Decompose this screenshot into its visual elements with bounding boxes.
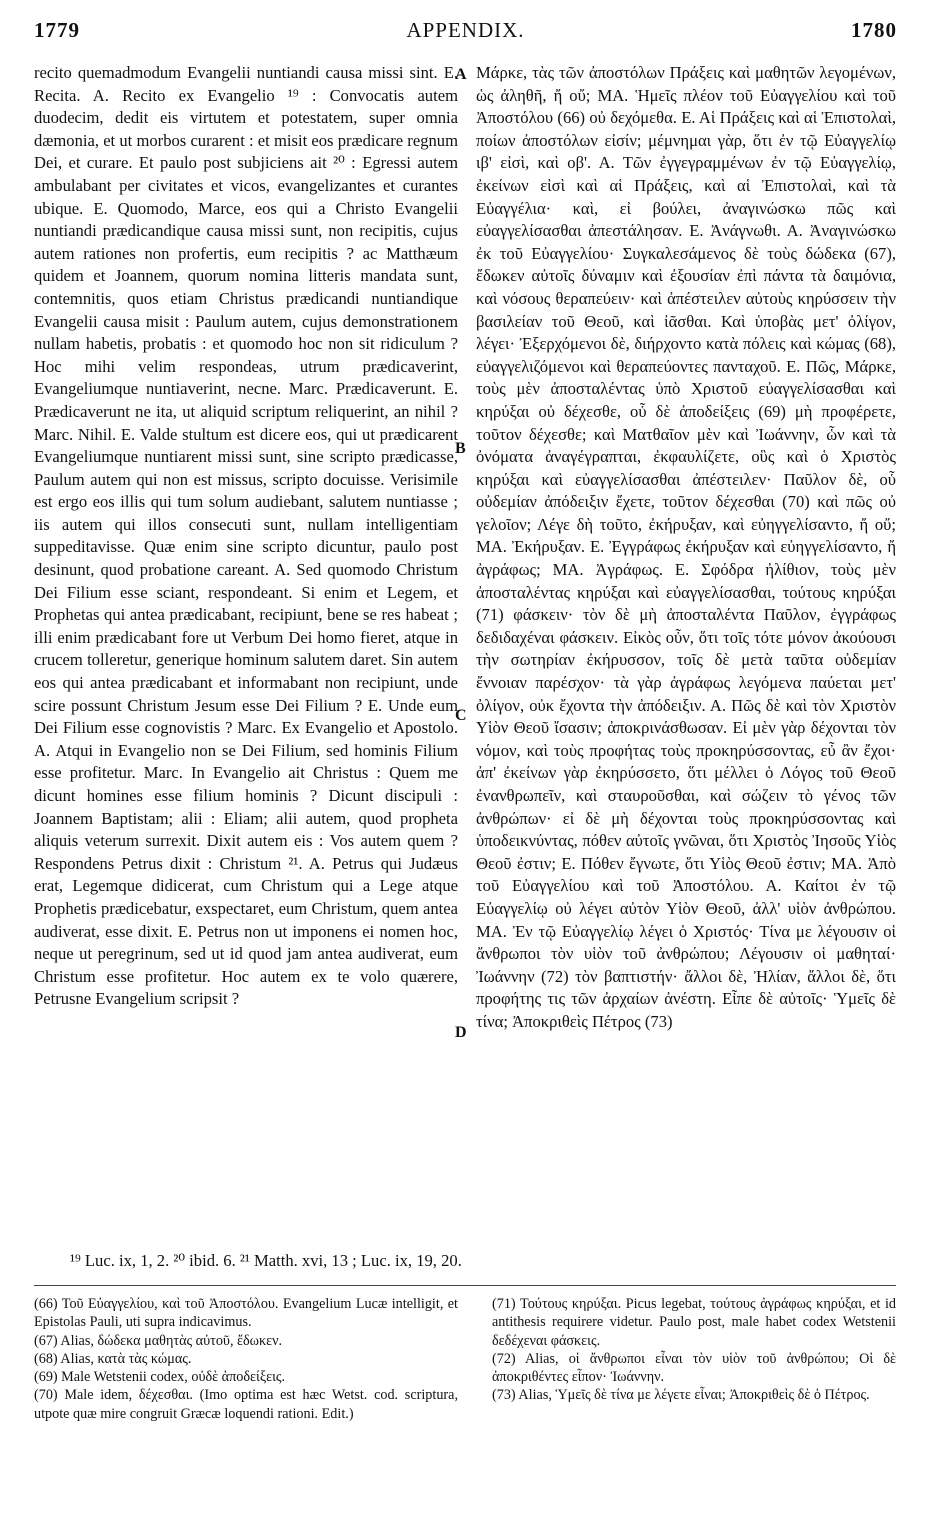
footnotes-left <box>34 1295 458 1423</box>
footnote: (72) Alias, οἱ ἄνθρωποι εἶναι τὸν υἱὸν τοῦ ἀνθρώπου; Οἱ δὲ ἀποκριθέντες εἶπον· Ἰωάννην. <box>492 1350 896 1386</box>
latin-text: recito quemadmodum Evangelii nuntiandi causa missi sint. E. Recita. A. Recito ex Evangelio ¹⁹ : Convocatis autem duodecim, dedit eis virtutem et potestatem, super omnia dæmonia, et ut morbos curarent : et misit eos prædicare regnum Dei, et curare. Et paulo post subjiciens ait ²⁰ : Egressi autem ambulabant per civitates et vicos, evangelizantes et curantes ubique. E. Quomodo, Marce, eos qui a Christo Evangelii nuntiandi prædicandique causa missi sunt, non recipitis, cujus autem rationes non profertis, eum recipitis ? ac Matthæum quidem et Joannem, quorum nomina litteris mandata sunt, contemnitis, quos etiam Christus prædicandi nuntiandique Evangelii causa misit : Paulum autem, cujus demonstrationem nullam habetis, probatis : et quomodo hoc non sit ridiculum ? Hoc mihi velim respondeas, utrum prædicaverint, Evangeliumque nuntiaverint, necne. Marc. Prædicaverunt. E. Prædicaverunt ne ita, ut aliquid scriptum reliquerint, an nihil ? Marc. Nihil. E. Valde stultum est dicere eos, qui ut prædicarent Evangeliumque nuntiarent missi sunt, sine scripto prædicasse, Paulum autem qui non est missus, scripto docuisse. Verisimile est ergo eos illis qui tum solum audiebant, salutem nuntiasse ; iis autem qui illos consecuti sunt, nullam intelligentiam suppeditavisse. Quæ enim sine scripto dicuntur, paulo post desinunt, quod probatione careant. A. Sed quomodo Christum Dei Filium esse sciant, respondeant. Si enim et Legem, et Prophetas qui antea prædicabant, recipiunt, bene se res habeat ; illi enim prædicabant fore ut Verbum Dei homo fieret, atque in crucem tolleretur, generique hominum salutem daret. Sin autem eos qui antea prædicabant et informabant non recipiunt, unde scire possunt Christum Jesum esse Dei Filium ? E. Unde eum Dei Filium esse cognovistis ? Marc. Ex Evangelio et Apostolo. A. Atqui in Evangelio non se Dei Filium, sed hominis Filium esse profitetur. Marc. In Evangelio ait Christus : Quem me dicunt homines esse filium hominis ? Dicunt discipuli : Joannem Baptistam; alii : Eliam; alii autem, quod propheta aliquis veterum surrexit. Dixit autem eis : Vos autem quem ? Respondens Petrus dixit : Christum ²¹. A. Petrus qui Judæus erat, Legemque didicerat, cum Christum qui a Lege atque Prophetis prædicebatur, exspectaret, eum Christum, quem antea audiverat, esse dixit. E. Petrus non ut imponens ei nomen hoc, neque ut peregrinum, sed ut id quod jam antea audiverat, eum Christum esse profitetur. Hoc autem ex te volo quærere, Petrusne Evangelium scripsit ? <box>34 63 458 1009</box>
footnote-divider <box>34 1285 896 1286</box>
greek-column <box>476 62 896 1034</box>
running-title: APPENDIX. <box>406 18 525 42</box>
page-number-right: 1780 <box>851 18 897 42</box>
margin-letter-c: C <box>455 707 467 724</box>
page-number-left: 1779 <box>34 18 80 42</box>
footnote: (66) Τοῦ Εὐαγγελίου, καὶ τοῦ Ἀποστόλου. Evangelium Lucæ intelligit, et Epistolas Pauli, uti supra indicavimus. <box>34 1296 458 1331</box>
scripture-references: ¹⁹ Luc. ix, 1, 2. ²⁰ ibid. 6. ²¹ Matth. xvi, 13 ; Luc. ix, 19, 20. <box>70 1251 462 1270</box>
margin-letter-d: D <box>455 1024 467 1041</box>
footnote: (71) Τούτους κηρύξαι. Picus legebat, τούτους ἀγράφως κηρύξαι, et id antithesis requirere videtur. Paulo post, male habet codex Wetstenii δεδέχεναι φάσκεις. <box>492 1296 896 1349</box>
footnote: (69) Male Wetstenii codex, οὐδὲ ἀποδείξεις. <box>34 1369 286 1386</box>
margin-letter-a: A <box>455 66 467 83</box>
footnote: (73) Alias, Ὑμεῖς δὲ τίνα με λέγετε εἶναι; Ἀποκριθεὶς δὲ ὁ Πέτρος. <box>492 1387 870 1404</box>
greek-text: Μάρκε, τὰς τῶν ἀποστόλων Πράξεις καὶ μαθητῶν λεγομένων, ὡς ἀληθῆ, ἤ οὔ; ΜΑ. Ἡμεῖς πλέον τοῦ Εὐαγγελίου καὶ τοῦ Ἀποστόλου (66) οὐ δεχόμεθα. Ε. Αἱ Πράξεις καὶ αἱ Ἐπιστολαὶ, ποίων ἀποστόλων εἰσίν; μέμνημαι γὰρ, ὅτι ἐν τῷ Εὐαγγελίῳ ιβ' εἰσὶ, καὶ οβ'. Α. Τῶν ἐγγεγραμμένων ἐν τῷ Εὐαγγελίῳ, ἐκείνων εἰσὶ καὶ αἱ Πράξεις, καὶ αἱ Ἐπιστολαὶ, καὶ τὰ Εὐαγγέλια· καὶ, εἰ βούλει, ἀναγινώσκω πῶς καὶ εὐαγγελίσασθαι ἀπεστάλησαν. Ε. Ἀνάγνωθι. Α. Ἀναγινώσκω ἐκ τοῦ Εὐαγγελίου· Συγκαλεσάμενος δὲ τοὺς δώδεκα (67), ἔδωκεν αὐτοῖς δύναμιν καὶ ἐξουσίαν ἐπὶ πάντα τὰ δαιμόνια, καὶ νόσους θεραπεύειν· καὶ ἀπέστειλεν αὐτοὺς κηρύσσειν τὴν βασιλείαν τοῦ Θεοῦ, καὶ ἰᾶσθαι. Καὶ ὑποβὰς μετ' ὀλίγον, λέγει· Ἐξερχόμενοι δὲ, διήρχοντο κατὰ πόλεις καὶ κώμας (68), εὐαγγελιζόμενοι καὶ θεραπεύοντες πανταχοῦ. Ε. Πῶς, Μάρκε, τοὺς μὲν ἀποσταλέντας ὑπὸ Χριστοῦ εὐαγγελίσασθαι καὶ κηρύξαι οὐ δέχεσθε, οὗ δὲ ἀποδείξεις (69) μὴ προφέρετε, τοῦτον δέχεσθε; καὶ Ματθαῖον μὲν καὶ Ἰωάννην, ὧν καὶ τὰ ὀνόματα ἀναγέγραπται, ἐκφαυλίζετε, οὓς καὶ ὁ Χριστὸς κηρύξαι καὶ εὐαγγελίσασθαι ἀπέστειλεν· Παῦλον δὲ, οὗ οὐδεμίαν ἀπόδειξιν ἔχετε, τοῦτον δέχεσθαι (70) καὶ πῶς οὐ γελοῖον; Λέγε δὴ τοῦτο, ἐκήρυξαν, καὶ εὐηγγελίσαντο, ἤ οὔ; ΜΑ. Ἐκήρυξαν. Ε. Ἐγγράφως ἐκήρυξαν καὶ εὐηγγελίσαντο, ἤ ἀγράφως; ΜΑ. Ἀγράφως. Ε. Σφόδρα ἠλίθιον, τοὺς μὲν ἀποσταλέντας κηρύξαι καὶ εὐαγγελίσασθαι, τούτους κηρύξαι (71) φάσκειν· τὸν δὲ μὴ ἀποσταλέντα Παῦλον, ἐγγράφως δεδιδαχέναι φάσκειν. Εἰκὸς οὖν, ὅτι τοῖς τότε μόνον ἀκούουσι τὴν σωτηρίαν ἐκήρυσσον, τοῖς δὲ μετὰ ταῦτα οὐδεμίαν ἔννοιαν παρέσχον· τὰ γὰρ ἀγράφως λεγόμενα παύεται μετ' ὀλίγον, οὐκ ἔχοντα τὴν ἀπόδειξιν. Α. Πῶς δὲ καὶ τὸν Χριστὸν Υἱὸν Θεοῦ ἴσασιν; ἀποκρινάσθωσαν. Εἰ μὲν γὰρ δέχονται τὸν νόμον, καὶ τοὺς προφήτας τοὺς προκηρύσσοντας, εὖ ἂν ἔχοι· ἀπ' ἐκείνων γὰρ ἐκηρύσσετο, ὅτι μέλλει ὁ Λόγος τοῦ Θεοῦ ἐνανθρωπεῖν, καὶ σταυροῦσθαι, καὶ σώζειν τὸ γένος τῶν ἀνθρώπων· εἰ δὲ μὴ δέχονται τοὺς προκηρύσσοντας καὶ ὑποδεικνύντας, πόθεν αὐτοῖς γνῶναι, ὅτι Χριστὸς Ἰησοῦς Υἱὸς Θεοῦ ἐστιν; Ε. Πόθεν ἔγνωτε, ὅτι Υἱὸς Θεοῦ ἐστιν; ΜΑ. Ἀπὸ τοῦ Εὐαγγελίου καὶ τοῦ Ἀποστόλου. Α. Καίτοι ἐν τῷ Εὐαγγελίῳ οὐ λέγει αὐτὸν Υἱὸν Θεοῦ, ἀλλ' υἱὸν ἀνθρώπου. ΜΑ. Ἐν τῷ Εὐαγγελίῳ λέγει ὁ Χριστός· Τίνα με λέγουσιν οἱ ἄνθρωποι τὸν υἱὸν τοῦ ἀνθρώπου; Λέγουσιν οἱ μαθηταί· Ἰωάννην (72) τὸν βαπτιστήν· ἄλλοι δὲ, Ἠλίαν, ἄλλοι δὲ, ὅτι προφήτης τις τῶν ἀρχαίων ἀνέστη. Εἶπε δὲ αὐτοῖς· Ὑμεῖς δὲ τίνα; Ἀποκριθεὶς Πέτρος (73) <box>476 63 896 1031</box>
margin-letter-b: B <box>455 440 466 457</box>
page-header <box>34 18 897 48</box>
footnote: (70) Male idem, δέχεσθαι. (Imo optima est hæc Wetst. cod. scriptura, utpote quæ mire congruit Græcæ loquendi rationi. Edit.) <box>34 1387 458 1422</box>
latin-column <box>34 62 458 1011</box>
footnote: (68) Alias, κατὰ τὰς κώμας. <box>34 1350 192 1367</box>
footnote: (67) Alias, δώδεκα μαθητὰς αὐτοῦ, ἔδωκεν. <box>34 1332 283 1349</box>
footnotes-right <box>492 1295 896 1405</box>
